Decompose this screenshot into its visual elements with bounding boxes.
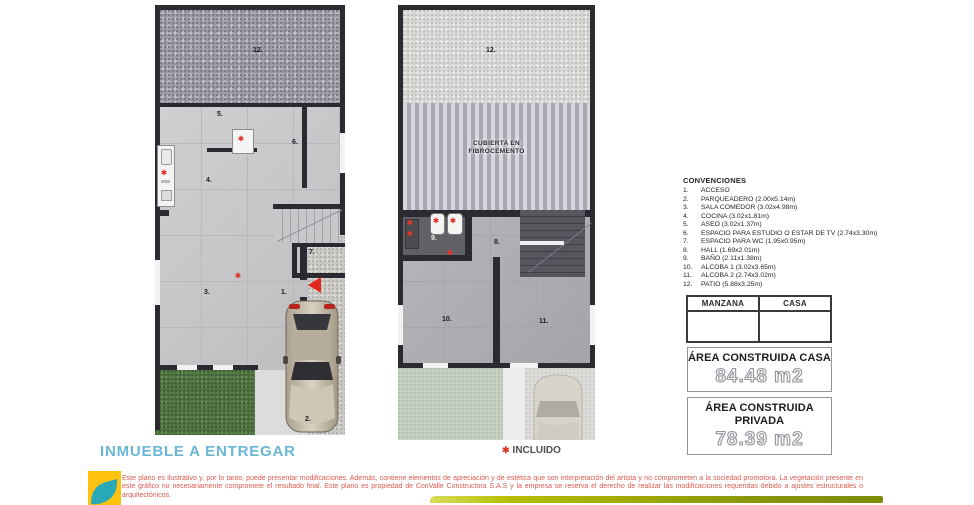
included-marker-icon: ✱ (502, 445, 510, 455)
room-label-acceso: 1. (281, 289, 287, 296)
patio-below-area (403, 10, 590, 103)
room-label-alcoba2: 11. (539, 318, 549, 325)
included-note (502, 445, 561, 456)
room-label-aseo: 5. (217, 111, 223, 118)
included-marker-icon: ✱ (407, 220, 413, 227)
wall (465, 212, 472, 261)
access-arrow-icon (308, 277, 321, 293)
wall (155, 365, 258, 370)
fibrocement-roof (403, 103, 590, 210)
area-construida-casa-box (687, 347, 832, 392)
patio-area (160, 10, 340, 103)
legend-item: 8. HALL (1.69x2.01m) (683, 246, 760, 254)
legend-item: 1. ACCESO (683, 187, 730, 194)
room-label-cocina: 4. (206, 177, 212, 184)
room-label-estudio: 6. (292, 139, 298, 146)
room-label-parqueadero: 2. (305, 416, 311, 423)
window (398, 305, 403, 345)
legend-item: 10. ALCOBA 1 (3.02x3.65m) (683, 263, 776, 271)
room-label-bano: 9. (431, 235, 437, 242)
window (340, 133, 345, 173)
second-floor-plan (398, 5, 595, 440)
area-privada-value: 78.39 m2 (715, 429, 804, 450)
wall (157, 210, 169, 216)
legend-item: 12. PATIO (5.88x3.25m) (683, 281, 763, 289)
included-marker-icon: ✱ (450, 218, 456, 225)
wall (155, 103, 345, 107)
wall (302, 103, 307, 188)
legend-item: 6. ESPACIO PARA ESTUDIO O ESTAR DE TV (2.74x3.30m) (683, 229, 878, 237)
included-marker-icon: ✱ (235, 273, 241, 280)
room-label-sala: 3. (204, 289, 210, 296)
included-marker-icon: ✱ (447, 250, 453, 257)
legend-item: 5. ASEO (3.02x1.37m) (683, 221, 762, 229)
room-label-wc: 7. (309, 249, 315, 256)
wall (398, 5, 595, 10)
first-floor-plan (155, 5, 345, 435)
legend-item: 3. SALA COMEDOR (3.02x4.98m) (683, 204, 798, 212)
legend-item: 4. COCINA (3.02x1.81m) (683, 212, 769, 220)
window (423, 363, 448, 368)
included-marker-icon: ✱ (161, 170, 167, 177)
wall (403, 255, 465, 261)
wall (155, 5, 345, 10)
legend-item: 2. PARQUEADERO (2.00x5.14m) (683, 195, 796, 203)
logo-leaf-icon (90, 478, 119, 505)
window (177, 365, 197, 370)
window (590, 305, 595, 345)
room-label-patio: 12. (253, 47, 263, 54)
car-top-view (281, 298, 343, 435)
lot-table (686, 295, 832, 343)
front-grass (155, 370, 255, 435)
legend-item: 9. BAÑO (2.11x1.38m) (683, 255, 762, 263)
included-marker-icon: ✱ (238, 136, 244, 143)
legend-item: 7. ESPACIO PARA WC (1.95x0.95m) (683, 238, 806, 246)
wall (292, 243, 345, 247)
front-grass (398, 368, 503, 440)
lot-table-cell-manzana (688, 312, 760, 343)
area-construida-privada-box (687, 397, 832, 455)
area-casa-value: 84.48 m2 (715, 366, 804, 387)
room-label-patio: 12. (486, 47, 496, 54)
included-marker-icon: ✱ (433, 218, 439, 225)
area-casa-title: ÁREA CONSTRUIDA CASA (688, 352, 831, 364)
stairs (275, 209, 340, 243)
lot-table-header-casa: CASA (783, 299, 807, 308)
entrance-walkway (503, 368, 525, 440)
area-privada-title: ÁREA CONSTRUIDA PRIVADA (705, 402, 814, 427)
roof-label: CUBIERTA EN FIBROCEMENTO (468, 140, 525, 155)
stair-handrail (520, 241, 564, 245)
included-marker-icon: ✱ (407, 231, 413, 238)
lot-table-header-manzana: MANZANA (688, 297, 760, 310)
wall (493, 257, 500, 368)
legend (683, 176, 973, 290)
window (510, 363, 538, 368)
included-label: INCLUIDO (512, 445, 561, 456)
wall (340, 5, 345, 235)
decorative-swoosh (430, 496, 883, 503)
window (213, 365, 233, 370)
room-label-alcoba1: 10. (442, 316, 452, 323)
lot-table-cell-casa (760, 312, 830, 343)
legend-item: 11. ALCOBA 2 (2.74x3.02m) (683, 272, 776, 280)
window (155, 260, 160, 305)
car-top-view (528, 371, 588, 440)
deliver-title: INMUEBLE A ENTREGAR (100, 443, 296, 460)
disclaimer-text: Este plano es ilustrativo y, por lo tanto, puede presentar modificaciones. Además, contiene elementos de apreciación y de estética que son interpretación del artista y no comprometen a la sociedad promotora. La vegetación presente en este gráfico no necesariamente compromete el resultado final. Este plano es propiedad de ConValle Constructora S.A.S y la empresa se reserva el derecho de realizar las modificaciones requeridas debido a ajustes estructurales o arquitectónicos. (122, 475, 863, 499)
convalle-logo (88, 471, 121, 505)
legend-title: CONVENCIONES (683, 176, 747, 185)
room-label-hall: 8. (494, 239, 500, 246)
